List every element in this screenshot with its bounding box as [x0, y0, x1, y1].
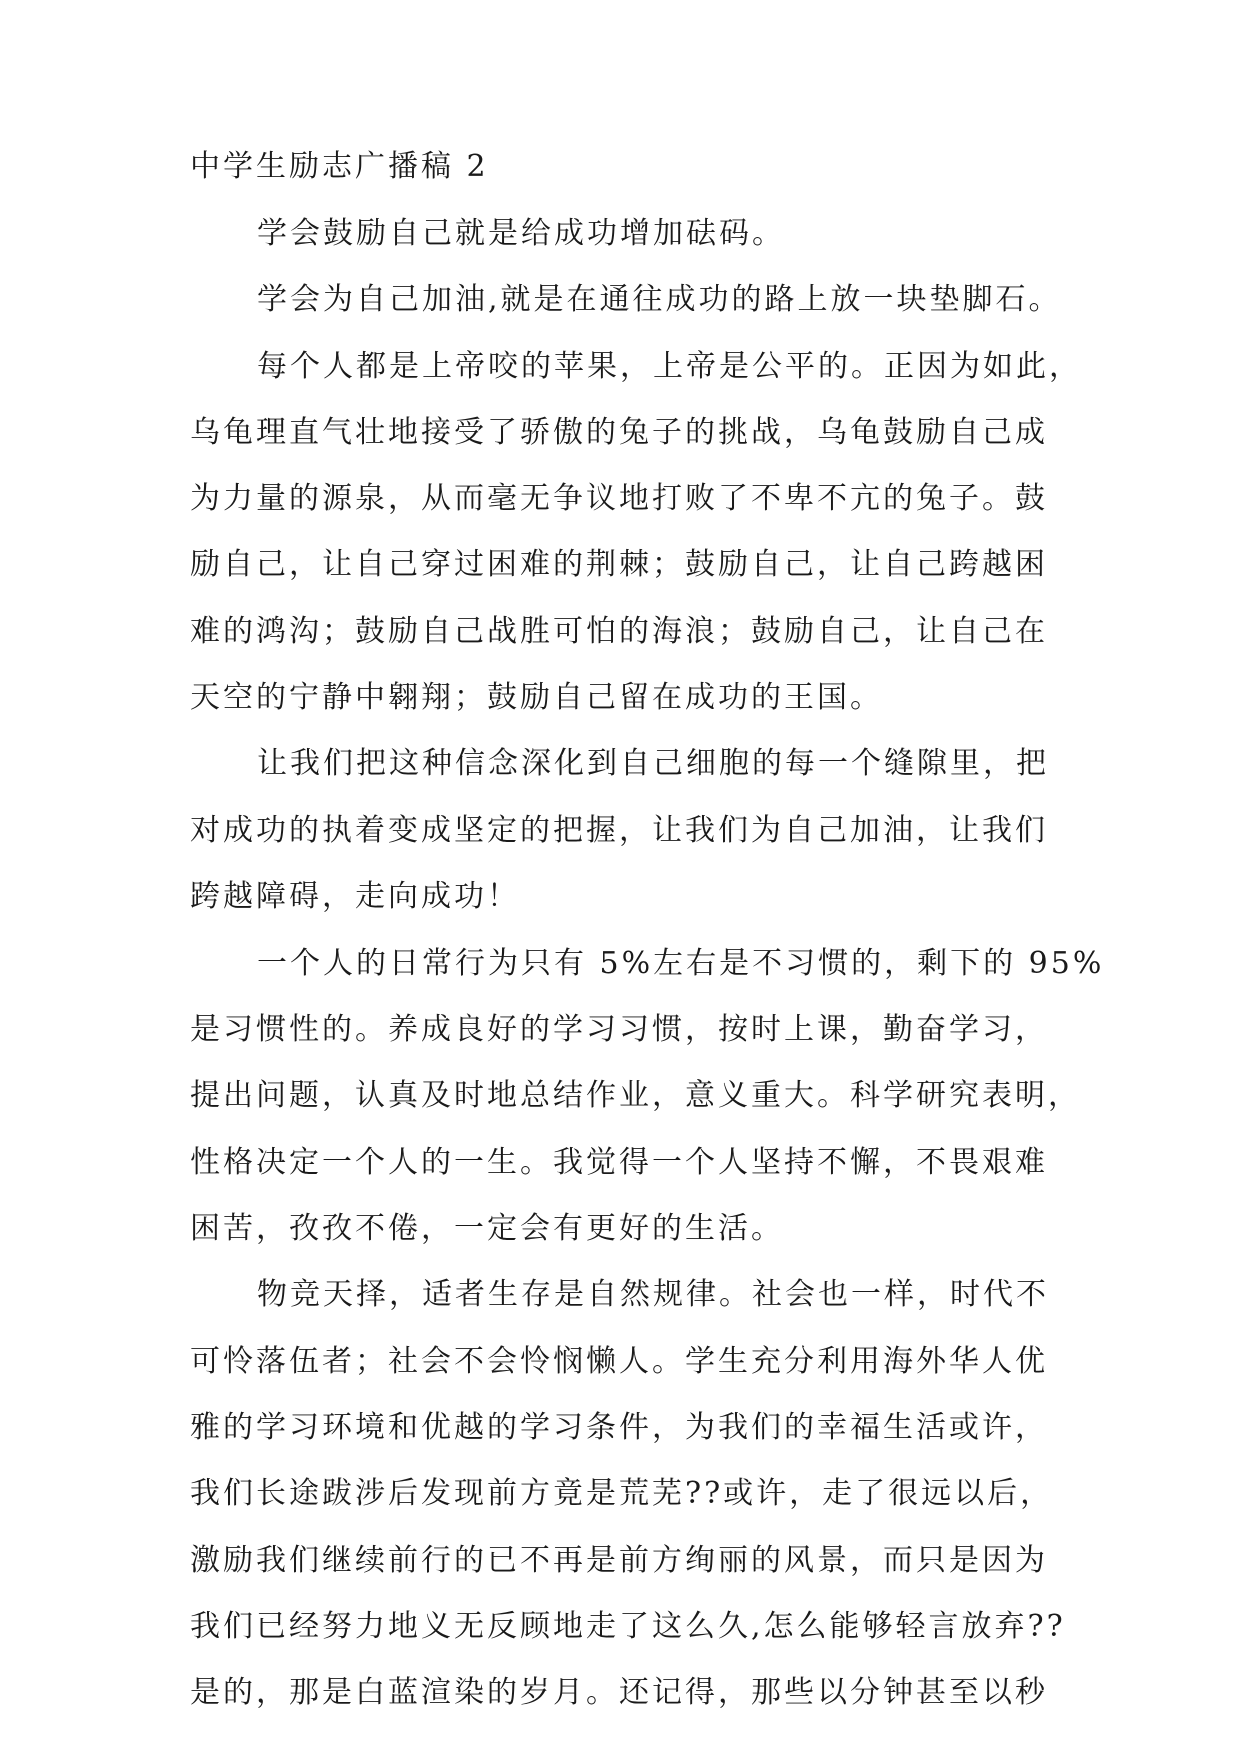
- text-line: 性格决定一个人的一生。我觉得一个人坚持不懈，不畏艰难: [190, 1145, 1048, 1180]
- text-line: 乌龟理直气壮地接受了骄傲的兔子的挑战，乌龟鼓励自己成: [190, 415, 1048, 450]
- text-line: 可怜落伍者；社会不会怜悯懒人。学生充分利用海外华人优: [190, 1344, 1048, 1379]
- document-title: 中学生励志广播稿 2: [190, 149, 489, 184]
- text-line: 一个人的日常行为只有 5%左右是不习惯的，剩下的 95%: [257, 946, 1105, 981]
- text-line: 困苦，孜孜不倦，一定会有更好的生活。: [190, 1211, 784, 1246]
- text-line: 我们长途跋涉后发现前方竟是荒芜??或许，走了很远以后，: [190, 1476, 1054, 1511]
- text-line: 难的鸿沟；鼓励自己战胜可怕的海浪；鼓励自己，让自己在: [190, 614, 1048, 649]
- text-line: 每个人都是上帝咬的苹果，上帝是公平的。正因为如此，: [257, 349, 1082, 384]
- text-line: 提出问题，认真及时地总结作业，意义重大。科学研究表明，: [190, 1078, 1081, 1113]
- text-line: 跨越障碍，走向成功！: [190, 879, 520, 914]
- text-line: 物竞天择，适者生存是自然规律。社会也一样，时代不: [257, 1277, 1049, 1312]
- text-line: 让我们把这种信念深化到自己细胞的每一个缝隙里，把: [257, 746, 1049, 781]
- text-line: 励自己，让自己穿过困难的荆棘；鼓励自己，让自己跨越困: [190, 547, 1048, 582]
- text-line: 激励我们继续前行的已不再是前方绚丽的风景，而只是因为: [190, 1543, 1048, 1578]
- text-line: 我们已经努力地义无反顾地走了这么久,怎么能够轻言放弃??: [190, 1609, 1066, 1644]
- text-line: 是的，那是白蓝渲染的岁月。还记得，那些以分钟甚至以秒: [190, 1675, 1048, 1710]
- text-line: 雅的学习环境和优越的学习条件，为我们的幸福生活或许，: [190, 1410, 1048, 1445]
- text-line: 学会鼓励自己就是给成功增加砝码。: [257, 216, 785, 251]
- text-line: 是习惯性的。养成良好的学习习惯，按时上课，勤奋学习，: [190, 1012, 1048, 1047]
- text-line: 为力量的源泉，从而毫无争议地打败了不卑不亢的兔子。鼓: [190, 481, 1048, 516]
- text-line: 对成功的执着变成坚定的把握，让我们为自己加油，让我们: [190, 813, 1048, 848]
- text-line: 学会为自己加油,就是在通往成功的路上放一块垫脚石。: [257, 282, 1062, 317]
- text-line: 天空的宁静中翱翔；鼓励自己留在成功的王国。: [190, 680, 883, 715]
